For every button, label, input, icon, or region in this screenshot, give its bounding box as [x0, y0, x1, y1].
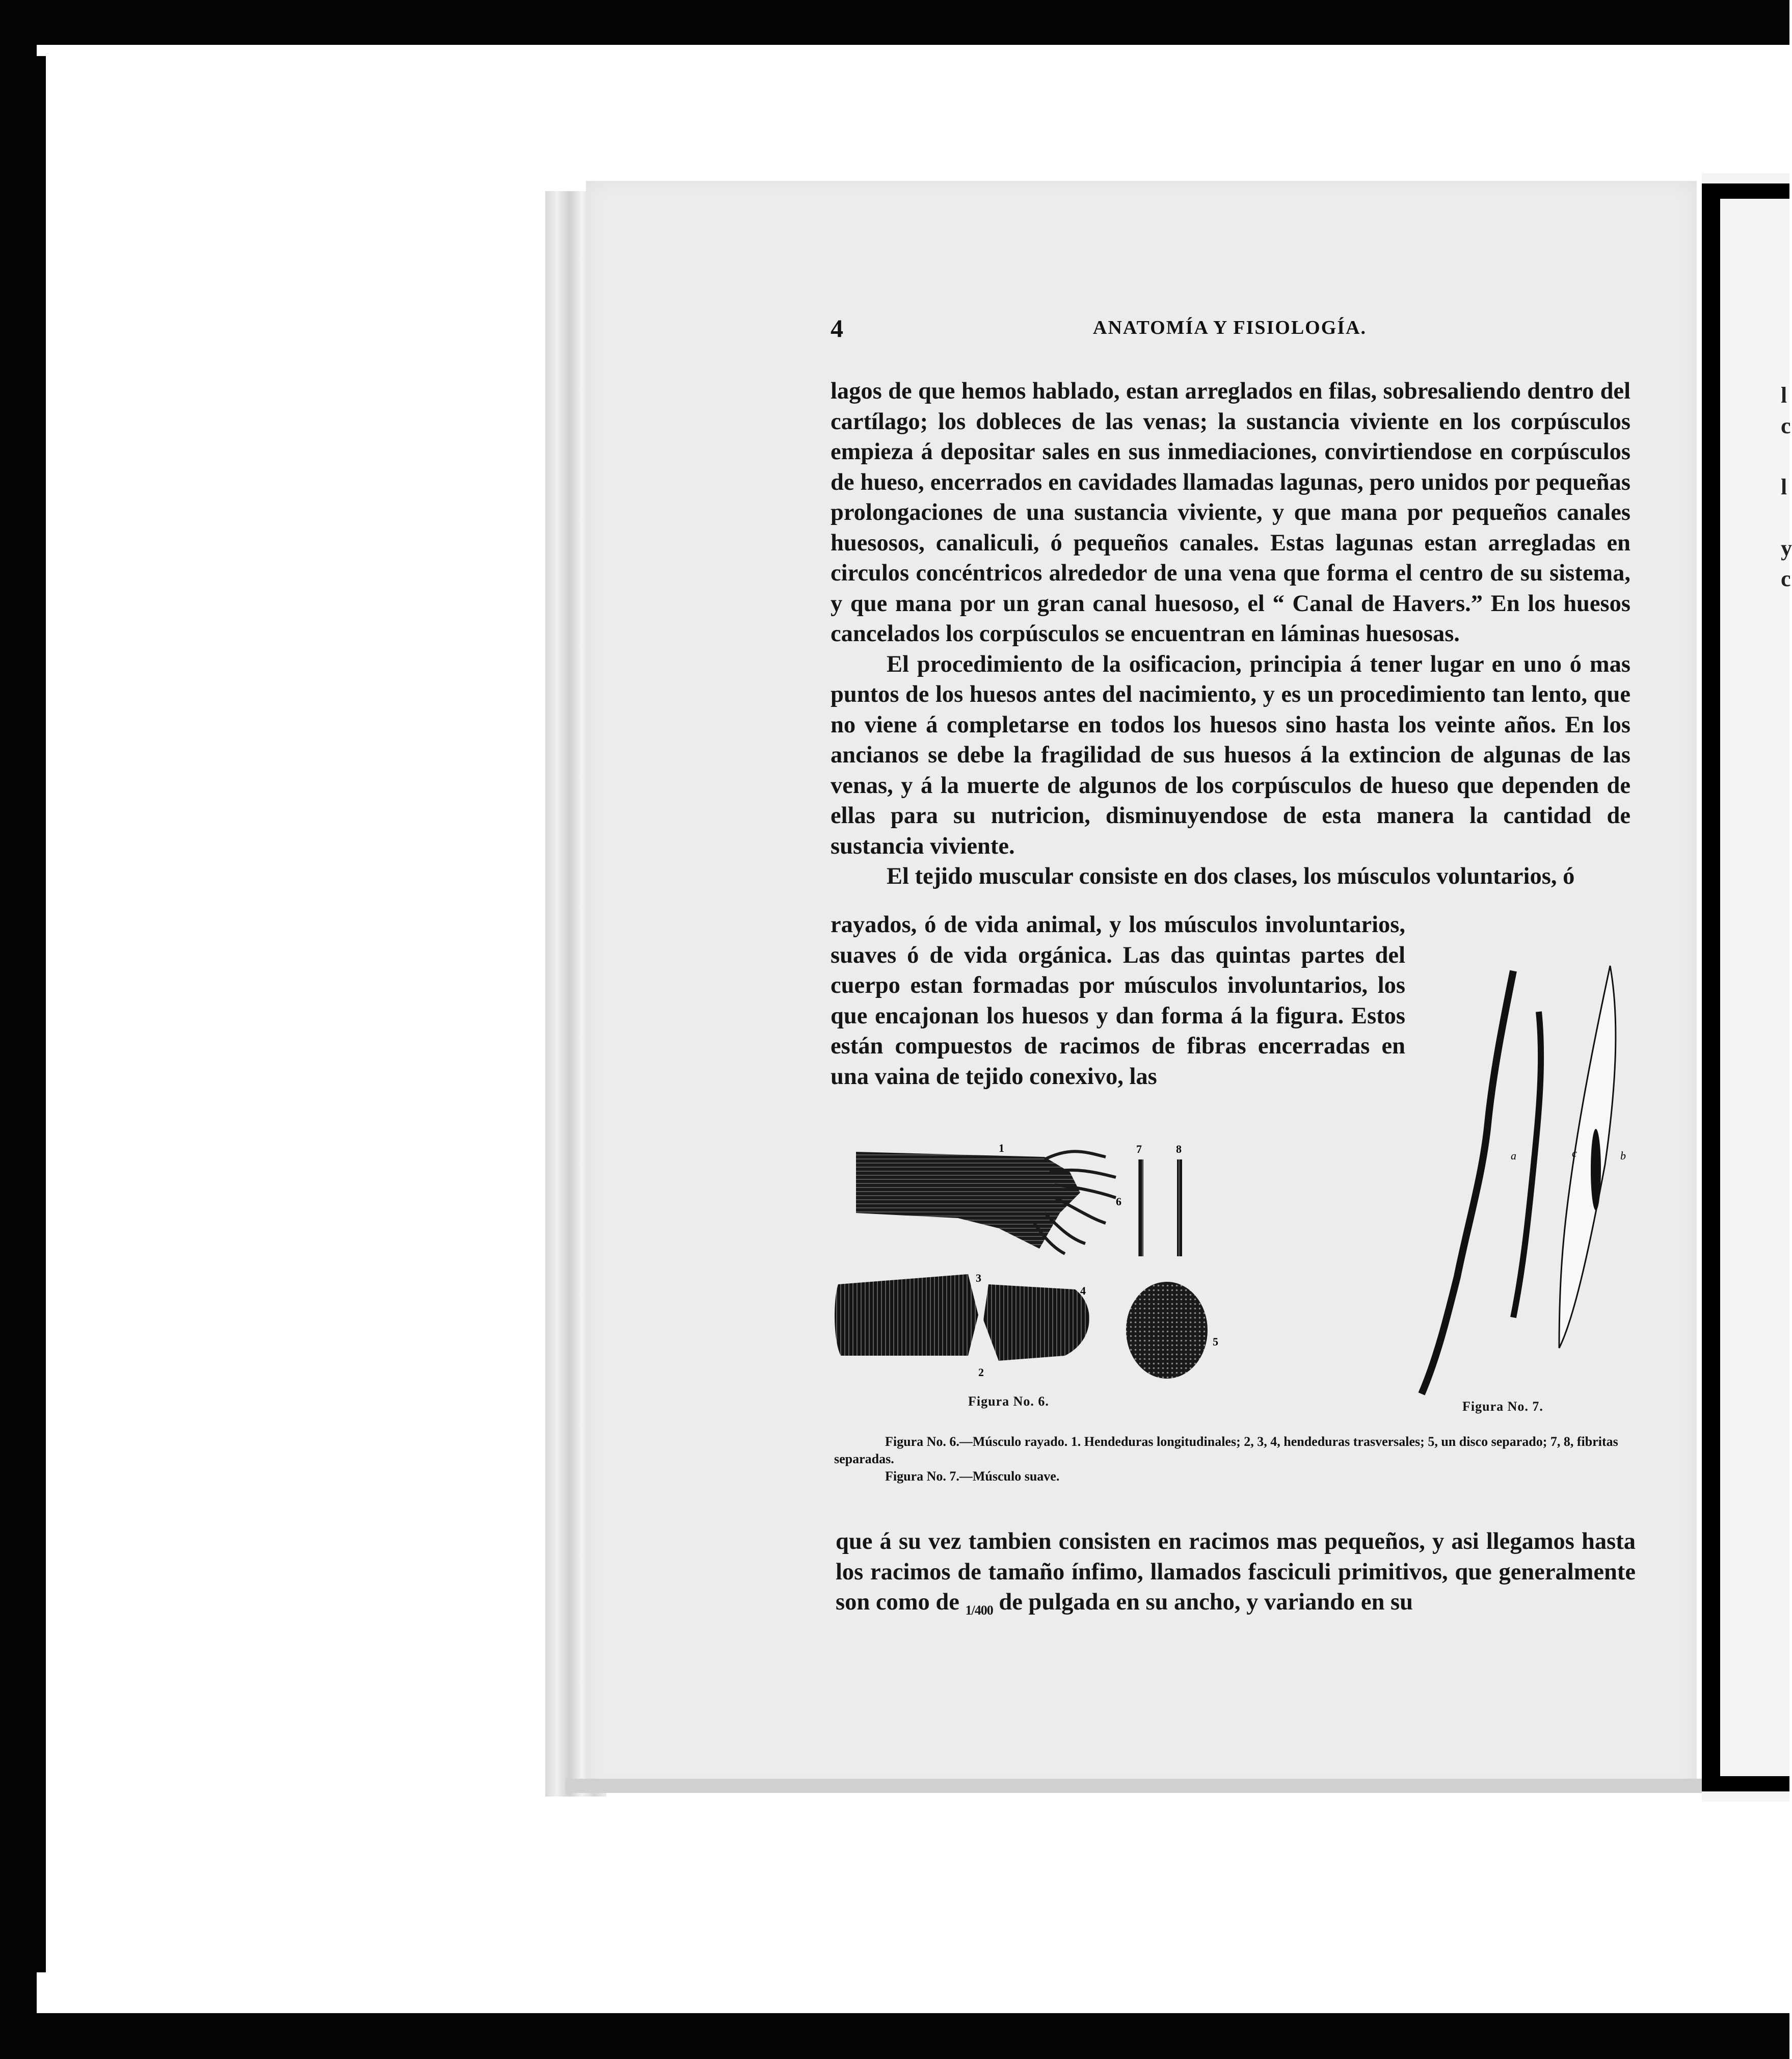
figure-7-illustration	[1406, 961, 1641, 1404]
figure-number: 1	[999, 1142, 1004, 1154]
scan-border-left-inner	[31, 56, 46, 1972]
smooth-muscle-cell-b	[1513, 1012, 1541, 1317]
figure-6-illustration	[831, 1137, 1228, 1391]
smooth-muscle-cell-c	[1559, 966, 1616, 1348]
caption-figure-6: Figura No. 6.—Músculo rayado. 1. Hendeduras longitudinales; 2, 3, 4, hendeduras trasversales; 5, un disco separado; 7, 8, fibritas separadas.	[834, 1434, 1618, 1466]
figure-number: 4	[1080, 1284, 1086, 1297]
figure-number: 6	[1116, 1195, 1121, 1208]
figure-number: 2	[978, 1366, 984, 1379]
striated-fiber-segment-2	[835, 1274, 978, 1356]
paragraph-lead: El tejido muscular consiste en dos clases, los músculos voluntarios, ó	[887, 863, 1575, 889]
facing-page-fragment: l	[1781, 383, 1787, 408]
page-header	[831, 313, 1376, 349]
body-text-upper	[831, 376, 1630, 892]
separated-disc-5	[1126, 1282, 1208, 1379]
page-bottom-edge	[566, 1779, 1702, 1793]
paragraph	[836, 1526, 1636, 1621]
scan-border-top	[0, 0, 1789, 45]
facing-page-fragment: c	[1781, 413, 1791, 438]
facing-page-rule	[1702, 189, 1720, 1786]
facing-page-fragment: l	[1781, 474, 1787, 499]
figure-number: 7	[1136, 1143, 1142, 1155]
facing-page-fragment: y	[1781, 536, 1792, 561]
smooth-muscle-cell-a	[1422, 971, 1513, 1394]
paragraph-text: que á su vez tambien consisten en racimos mas pequeños, y asi llegamos hasta los racimos de tamaño ínfimo, llamados fasciculi primitivos, que generalmente son como de	[836, 1528, 1636, 1615]
striated-fiber-bundle	[856, 1152, 1080, 1249]
paragraph: El procedimiento de la osificacion, principia á tener lugar en uno ó mas puntos de los huesos antes del nacimiento, y es un procedimiento tan lento, que no viene á completarse en todos los huesos sino hasta los veinte años. En los ancianos se debe la fragilidad de sus huesos á la extincion de algunas de las venas, y á la muerte de algunos de los corpúsculos de hueso que dependen de ellas para su nutricion, disminuyendose de esta manera la cantidad de sustancia viviente.	[831, 651, 1630, 859]
figure-letter: b	[1620, 1149, 1626, 1162]
figure-captions	[834, 1433, 1634, 1485]
fibril-7	[1138, 1159, 1143, 1256]
facing-page-bottom-rule	[1702, 1776, 1789, 1791]
facing-page-fragment: c	[1781, 566, 1791, 591]
page-number: 4	[831, 314, 843, 342]
running-title: ANATOMÍA Y FISIOLOGÍA.	[1093, 317, 1367, 338]
figure-number: 3	[976, 1272, 981, 1284]
figure-number: 8	[1176, 1143, 1182, 1155]
fibril-8	[1177, 1159, 1182, 1256]
body-text-wrapped	[831, 910, 1405, 1092]
figure-letter: c	[1572, 1147, 1577, 1159]
striated-fiber-segment-3	[983, 1284, 1089, 1361]
caption-figure-7: Figura No. 7.—Músculo suave.	[885, 1469, 1060, 1484]
cell-nucleus	[1591, 1129, 1601, 1210]
figure-7-label: Figura No. 7.	[1462, 1399, 1543, 1414]
scan-border-bottom	[0, 2013, 1789, 2059]
figure-6-label: Figura No. 6.	[968, 1394, 1049, 1409]
paragraph: lagos de que hemos hablado, estan arreglados en filas, sobresaliendo dentro del cartílago; los dobleces de las venas; la sustancia viviente en los corpúsculos empieza á depositar sales en sus inmediaciones, convirtiendose en corpúsculos de hueso, encerrados en cavidades llamadas lagunas, pero unidos por pequeñas prolongaciones de una sustancia viviente, y que mana por pequeños canales huesosos, canaliculi, ó pequeños canales. Estas lagunas estan arregladas en circulos concéntricos alrededor de una vena que forma el centro de su sistema, y que mana por un gran canal huesoso, el “ Canal de Havers.” En los huesos cancelados los corpúsculos se encuentran en láminas huesosas.	[831, 378, 1630, 647]
body-text-lower	[836, 1526, 1636, 1621]
paragraph: rayados, ó de vida animal, y los músculos involuntarios, suaves ó de vida orgánica. Las das quintas partes del cuerpo estan formadas por músculos involuntarios, los que encajonan los huesos y dan forma á la figura. Estos están compuestos de racimos de fibras encerradas en una vaina de tejido conexivo, las	[831, 912, 1405, 1090]
figure-number: 5	[1213, 1335, 1218, 1348]
fraction: 1/400	[965, 1603, 993, 1618]
figure-letter: a	[1511, 1149, 1516, 1162]
paragraph-text: de pulgada en su ancho, y variando en su	[999, 1589, 1413, 1615]
